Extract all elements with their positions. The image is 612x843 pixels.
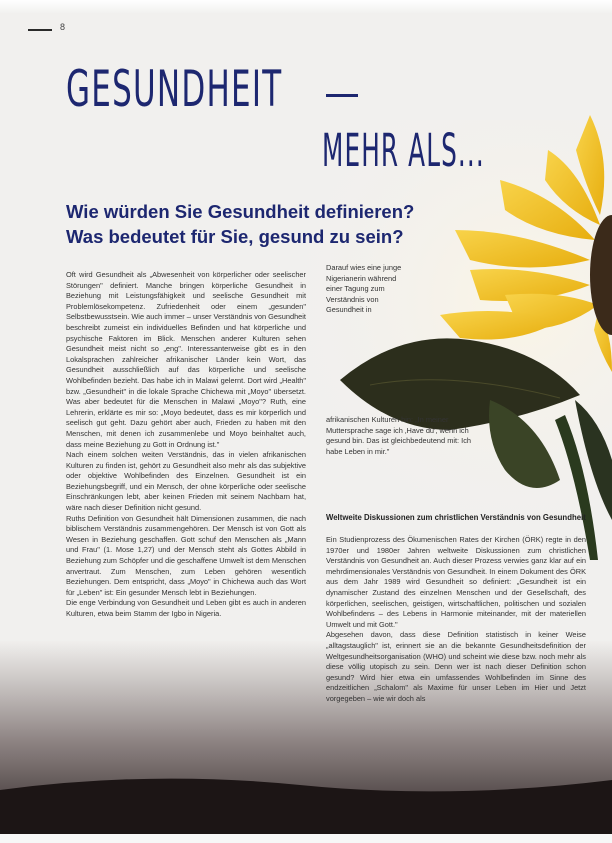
body-paragraph: Oft wird Gesundheit als „Abwesenheit von körperlicher oder seelischer Störungen" definiert. Manche bringen körperliche Gesundheit in Beziehung mit Leistungsfähigkeit und seelische Gesundheit mit Problemlösekompetenz. Zufriedenheit oder einem „gesunden" Selbstbewusstsein. Wie auch immer – unser Verständnis von Gesundheit beschreibt zumeist ein individuelles Befinden und hat körperliche und psychische Faktoren im Blick. Menschen anderer Kulturen sehen Gesundheit meist nicht so „eng". Interessanterweise gibt es in den Lokalsprachen zahlreicher afrikanischer Länder kein Wort, das Gesundheit ausschließlich auf das körperliche und seelische Wohlbefinden bezieht. Das habe ich in Malawi gelernt. Dort wird „Health" bzw. „Gesundheit" in die lokale Sprache Chichewa mit „Moyo" übersetzt. Was aber bedeutet für die Menschen in Malawi „Moyo"? Ruth, eine Lehrerin, erklärte es mir so: „Moyo bedeutet, dass es mir körperlich und seelisch gut geht. Dazu gehört aber auch, Frieden zu haben mit den Menschen, mit denen ich zusammenlebe und Moyo beinhaltet auch, dass meine Beziehung zu Gott in Ordnung ist.": [66, 270, 306, 449]
right-column-mid: afrikanischen Kulturen hin: „In meiner Muttersprache sage ich ‚Have du', wenn ich gesund bin. Das ist gleichbedeutend mit: Ich habe Leben in mir.": [326, 415, 472, 456]
body-paragraph: Die enge Verbindung von Gesundheit und Leben gibt es auch in anderen Kulturen, etwa beim Stamm der Igbo in Nigeria.: [66, 598, 306, 618]
scan-edge-bottom: [0, 834, 612, 843]
right-column-top: Darauf wies eine junge Nigerianerin während einer Tagung zum Verständnis von Gesundheit in: [326, 263, 402, 315]
left-column: [66, 270, 306, 620]
body-paragraph: Abgesehen davon, dass diese Definition statistisch in keiner Weise „alltagstauglich" ist, erinnert sie an die bekannte Gesundheitsdefinition der Weltgesundheitsorganisation (WHO) und scheint wie diese bzw. noch mehr als diese völlig utopisch zu sein. Denn wer ist nach dieser Definition schon gesund? Wird hier etwa ein umfassendes Wohlbefinden im Sinne des endzeitlichen „Schalom" als Maxime für unser Leben im Hier und Jetzt vorgegeben – wie wir doch als: [326, 630, 586, 703]
lead-question-line-2: Was bedeutet für Sie, gesund zu sein?: [66, 226, 404, 247]
page-title: GESUNDHEIT: [66, 60, 283, 118]
body-paragraph: Ruths Definition von Gesundheit hält Dimensionen zusammen, die nach biblischem Verständnis zusammengehören. Der Mensch ist von Gott als Wesen in Beziehung geschaffen. Gott schuf den Menschen als „Mann und Frau" (1. Mose 1,27) und der Mensch steht als Gottes Abbild in Beziehung zum Schöpfer und die geschaffene Umwelt ist dem Menschen anvertraut. Zum Menschen, zum Leben gehören wesentlich Beziehungen. Dem entspricht, dass „Moyo" in Chichewa auch das Wort für „Leben" ist: Ein gesunder Mensch lebt in Beziehungen.: [66, 513, 306, 597]
section-heading: Weltweite Diskussionen zum christlichen Verständnis von Gesundheit: [326, 513, 586, 522]
lead-question-line-1: Wie würden Sie Gesundheit definieren?: [66, 201, 415, 222]
body-paragraph: Nach einem solchen weiten Verständnis, das in vielen afrikanischen Kulturen zu finden ist, gehört zu Gesundheit also mehr als das subjektive oder objektive Wohlbefinden des Einzelnen. Gesundheit ist ein Beziehungsbegriff, und ein Mensch, der ohne körperliche oder seelische Einschränkungen lebt, aber keinen Frieden mit seinem Nachbarn hat, wäre nach dieser Definition nicht gesund.: [66, 450, 306, 513]
right-column-bottom: [326, 535, 586, 705]
page-number: 8: [60, 22, 66, 32]
lead-question: [66, 199, 466, 249]
page-subtitle: MEHR ALS...: [322, 124, 485, 177]
title-dash: [326, 94, 358, 97]
body-paragraph: Ein Studienprozess des Ökumenischen Rates der Kirchen (ÖRK) regte in den 1970er und 1980er Jahren weltweite Diskussionen zum christlichen Verständnis von Gesundheit an. Auch dieser Prozess verwies ganz klar auf ein mehrdimensionales Verständnis von Gesundheit. In einem Dokument des ÖRK aus dem Jahr 1989 wird Gesundheit so definiert: „Gesundheit ist ein dynamischer Zustand des einzelnen Menschen und der Gesellschaft, des körperlichen, seelischen, geistigen, wirtschaftlichen, politischen und sozialen Wohlbefindens – des Lebens in Harmonie miteinander, mit der materiellen Umwelt und mit Gott.": [326, 535, 586, 629]
page-rule: [28, 29, 52, 31]
